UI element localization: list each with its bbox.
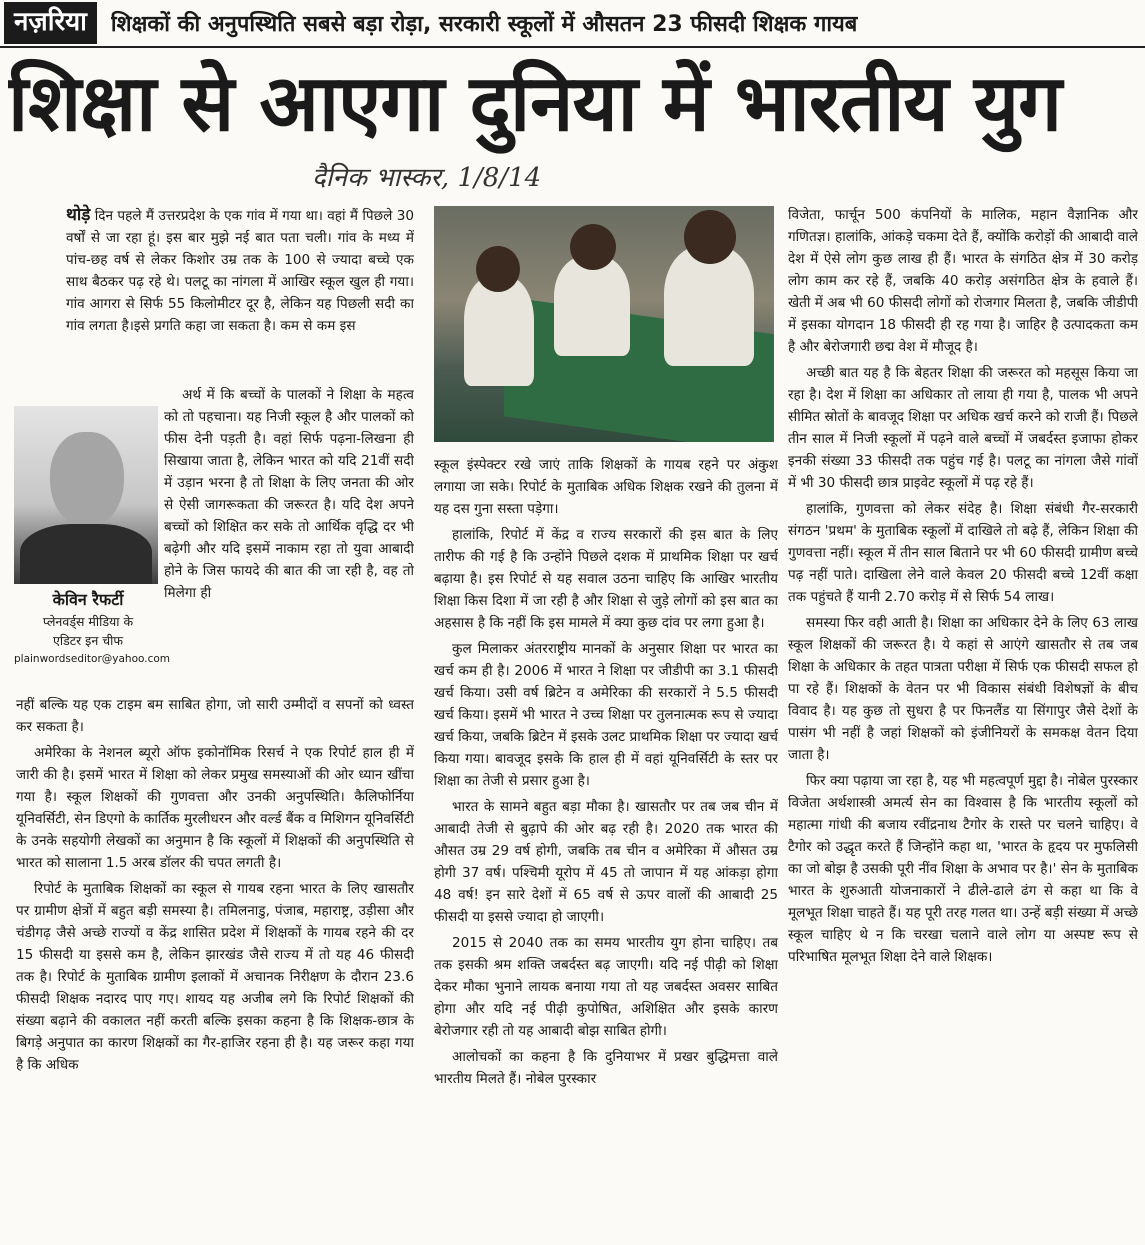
- paragraph: भारत के सामने बहुत बड़ा मौका है। खासतौर पर तब जब चीन में आबादी तेजी से बुढ़ापे की ओर बढ़ रही है। 2020 तक भारत की औसत उम्र 29 वर्ष होगी, जबकि तब चीन व अमेरिका में औसत उम्र होगी 37 वर्ष। पश्चिमी यूरोप में 45 तो जापान में यह आंकड़ा होगा 48 वर्ष! इन सारे देशों में 65 वर्ष से ऊपर वालों की आबादी 25 फीसदी या इससे ज्यादा हो जाएगी।: [434, 799, 778, 925]
- author-photo: [14, 406, 158, 584]
- column-2: [434, 454, 778, 1236]
- paragraph: समस्या फिर वही आती है। शिक्षा का अधिकार देने के लिए 63 लाख स्कूल शिक्षकों की जरूरत है। ये कहां से आएंगे खासतौर से तब जब शिक्षा के अधिकार के तहत पात्रता परीक्षा में सिर्फ एक फीसदी सफल हो पा रहे हैं। शिक्षकों के वेतन पर भी विकास संबंधी विशेषज्ञों के बीच विवाद है। यह कुछ तो सुधरा है पर फिनलैंड या सिंगापुर जैसे देशों के पासंग भी नहीं है जहां शिक्षकों को इंजीनियरों के समकक्ष वेतन दिया जाता है।: [788, 615, 1138, 763]
- author-suit: [20, 524, 152, 584]
- author-byline: [14, 588, 170, 668]
- paragraph: रिपोर्ट के मुताबिक शिक्षकों का स्कूल से गायब रहना भारत के लिए खासतौर पर ग्रामीण क्षेत्रों में बहुत बड़ी समस्या है। तमिलनाडु, पंजाब, महाराष्ट्र, उड़ीसा और चंडीगढ़ जैसे अच्छे राज्यों व केंद्र शासित प्रदेश में शिक्षकों के गायब रहने की दर 15 फीसदी या इससे कम है, लेकिन झारखंड जैसे राज्य में तो यह 46 फीसदी तक है। रिपोर्ट के मुताबिक ग्रामीण इलाकों में अचानक निरीक्षण के दौरान 23.6 फीसदी शिक्षक नदारद पाए गए। शायद यह अजीब लगे कि रिपोर्ट शिक्षकों की संख्या बढ़ाने की वकालत नहीं करती बल्कि इसका कहना है कि शिक्षक-छात्र के बिगड़े अनुपात का कारण शिक्षकों का गैर-हाजिर रहना ही है। यह जरूर कहा गया है कि अधिक: [16, 881, 414, 1073]
- child-figure: [664, 246, 754, 366]
- paragraph: अर्थ में कि बच्चों के पालकों ने शिक्षा के महत्व को तो पहचाना। यह निजी स्कूल है और पालकों को फीस देनी पड़ती है। वहां सिर्फ पढ़ना-लिखना ही सिखाया जाता है, लेकिन भारत को यदि 21वीं सदी में उड़ान भरना है तो शिक्षा के लिए जनता की ओर से ऐसी जागरूकता की जरूरत है। यदि देश अपने बच्चों को शिक्षित कर सके तो आर्थिक वृद्धि दर भी बढ़ेगी और यदि इसमें नाकाम रहा तो युवा आबादी होने के जिस फायदे की बात की जा रही है, वह तो मिलेगा ही: [164, 387, 414, 601]
- child-figure: [554, 256, 630, 356]
- author-face: [50, 432, 124, 528]
- column-1-intro: [66, 204, 414, 388]
- intro-text: दिन पहले मैं उत्तरप्रदेश के एक गांव में गया था। वहां मैं पिछले 30 वर्षों से जा रहा हूं। इस बार मुझे नई बात पता चली। गांव के मध्य में पांच-छह वर्ष से लेकर किशोर उम्र तक के 100 से ज्यादा बच्चे एक साथ बैठकर पढ़ रहे थे। पलटू का नांगला में आखिर स्कूल खुल ही गया। गांव आगरा से सिर्फ 55 किलोमीटर दूर है, लेकिन यह पिछली सदी का गांव लगता है।इसे प्रगति कहा जा सकता है। कम से कम इस: [66, 208, 414, 334]
- column-1-beside-photo: [164, 384, 414, 700]
- author-email: plainwordseditor@yahoo.com: [14, 653, 170, 665]
- handwritten-note: दैनिक भास्कर, 1/8/14: [312, 163, 542, 193]
- section-header: [0, 0, 1145, 48]
- paragraph: हालांकि, गुणवत्ता को लेकर संदेह है। शिक्षा संबंधी गैर-सरकारी संगठन 'प्रथम' के मुताबिक स्कूलों में दाखिले तो बढ़े हैं, लेकिन शिक्षा की गुणवत्ता नहीं। स्कूल में तीन साल बिताने पर भी 60 फीसदी ग्रामीण बच्चे पढ़ नहीं पाते। दाखिला लेने वाले केवल 20 फीसदी बच्चे 12वीं कक्षा तक पहुंचते हैं यानी 2.70 करोड़ में से सिर्फ 54 लाख।: [788, 501, 1138, 605]
- paragraph: फिर क्या पढ़ाया जा रहा है, यह भी महत्वपूर्ण मुद्दा है। नोबेल पुरस्कार विजेता अर्थशास्त्री अमर्त्य सेन का विश्वास है कि भारतीय स्कूलों को महात्मा गांधी की बजाय रवींद्रनाथ टैगोर के रास्ते पर चलने चाहिए। वे टैगोर को उद्धृत करते हैं जिन्होंने कहा था, 'भारत के हृदय पर मुफलिसी का जो बोझ है उसकी पूरी नींव शिक्षा के अभाव पर है।' सेन के मुताबिक भारत के शुरुआती योजनाकारों ने ढीले-ढाले ढंग से कहा था कि वे मूलभूत शिक्षा चाहते हैं। यह पूरी तरह गलत था। उन्हें बड़ी संख्या में अच्छे स्कूल चाहिए थे न कि चरखा चलाने वाले लोग या अस्पष्ट रूप से परिभाषित मूलभूत शिक्षा देने वाले शिक्षक।: [788, 773, 1138, 965]
- child-figure: [464, 276, 534, 386]
- section-brand: नज़रिया: [4, 2, 97, 44]
- author-role-2: एडिटर इन चीफ: [52, 633, 124, 648]
- paragraph: अच्छी बात यह है कि बेहतर शिक्षा की जरूरत को महसूस किया जा रहा है। देश में शिक्षा का अधिकार तो लाया ही गया है, पालक भी अपने सीमित स्रोतों के बावजूद शिक्षा पर अधिक खर्च करने को राजी हैं। पिछले तीन साल में निजी स्कूलों में पढ़ने वाले बच्चों में जबर्दस्त इजाफा होकर इनकी संख्या 33 फीसदी तक पहुंच गई है। पलटू का नांगला जैसे गांवों में भी 30 फीसदी छात्र प्राइवेट स्कूलों में पढ़ रहे हैं।: [788, 365, 1138, 491]
- paragraph: विजेता, फार्चून 500 कंपनियों के मालिक, महान वैज्ञानिक और गणितज्ञ। हालांकि, आंकड़े चकमा देते हैं, क्योंकि करोड़ों की आबादी वाले देश में ऐसे लोग कुछ लाख ही हैं। भारत के संगठित क्षेत्र में 30 करोड़ लोग काम कर रहे हैं, जबकि 40 करोड़ असंगठित क्षेत्र के हवाले हैं। खेती में अब भी 60 फीसदी लोगों को रोजगार मिलता है, जबकि जीडीपी में इसका योगदान 18 फीसदी ही रह गया है। जाहिर है उत्पादकता कम है और बेरोजगारी छद्म वेश में मौजूद है।: [788, 207, 1138, 355]
- child-head: [476, 246, 520, 292]
- paragraph: आलोचकों का कहना है कि दुनियाभर में प्रखर बुद्धिमत्ता वाले भारतीय मिलते हैं। नोबेल पुरस्कार: [434, 1049, 778, 1087]
- lead-word: थोड़े: [66, 205, 91, 225]
- author-name: केविन रैफर्टी: [52, 590, 124, 609]
- main-headline: शिक्षा से आएगा दुनिया में भारतीय युग: [8, 59, 1061, 149]
- sub-headline: शिक्षकों की अनुपस्थिति सबसे बड़ा रोड़ा, सरकारी स्कूलों में औसतन 23 फीसदी शिक्षक गायब: [110, 12, 858, 37]
- paragraph: स्कूल इंस्पेक्टर रखे जाएं ताकि शिक्षकों के गायब रहने पर अंकुश लगाया जा सके। रिपोर्ट के मुताबिक अधिक शिक्षक रखने की तुलना में यह दस गुना सस्ता पड़ेगा।: [434, 457, 778, 517]
- child-head: [684, 210, 736, 264]
- column-3: [788, 204, 1138, 1236]
- child-head: [570, 224, 616, 270]
- paragraph: कुल मिलाकर अंतरराष्ट्रीय मानकों के अनुसार शिक्षा पर भारत का खर्च कम ही है। 2006 में भारत ने शिक्षा पर जीडीपी का 3.1 फीसदी खर्च किया। उसी वर्ष ब्रिटेन व अमेरिका की सरकारों ने 5.5 फीसदी खर्च किया। इसमें भी भारत ने उच्च शिक्षा पर तुलनात्मक रूप से ज्यादा खर्च किया, जबकि ब्रिटेन में इसके उलट प्राथमिक शिक्षा पर ज्यादा खर्च किया गया। बावजूद इसके कि हाल ही में वहां यूनिवर्सिटी के स्तर पर शिक्षा का तेजी से प्रसार हुआ है।: [434, 641, 778, 789]
- paragraph: 2015 से 2040 तक का समय भारतीय युग होना चाहिए। तब तक इसकी श्रम शक्ति जबर्दस्त बढ़ जाएगी। यदि नई पीढ़ी को शिक्षा देकर मौका भुनाने लायक बनाया गया तो यह जबर्दस्त अवसर साबित होगा और यदि नई पीढ़ी कुपोषित, अशिक्षित और इसके कारण बेरोजगार रही तो यह आबादी बोझ साबित होगी।: [434, 935, 778, 1039]
- classroom-photo: [434, 206, 774, 442]
- paragraph: हालांकि, रिपोर्ट में केंद्र व राज्य सरकारों की इस बात के लिए तारीफ की गई है कि उन्होंने पिछले दशक में प्राथमिक शिक्षा पर खर्च बढ़ाया है। इस रिपोर्ट से यह सवाल उठना चाहिए कि आखिर भारतीय शिक्षा किस दिशा में जा रही है और शिक्षा से जुड़े लोगों को इस बात का अहसास है कि नहीं कि इस मामले में क्या कुछ दांव पर लगा हुआ है।: [434, 527, 778, 631]
- paragraph: अमेरिका के नेशनल ब्यूरो ऑफ इकोनॉमिक रिसर्च ने एक रिपोर्ट हाल ही में जारी की है। इसमें भारत में शिक्षा को लेकर प्रमुख समस्याओं की ओर ध्यान खींचा गया है। स्कूल शिक्षकों की गुणवत्ता और उनकी अनुपस्थिति। कैलिफोर्निया यूनिवर्सिटी, सेन डिएगो के कार्तिक मुरलीधरन और वर्ल्ड बैंक व मिशिगन यूनिवर्सिटी के उनके सहयोगी लेखकों का अनुमान है कि स्कूलों में शिक्षकों की अनुपस्थिति से भारत को सालाना 1.5 अरब डॉलर की चपत लगती है।: [16, 745, 414, 871]
- author-role-1: प्लेनवर्ड्स मीडिया के: [42, 614, 134, 629]
- paragraph: नहीं बल्कि यह एक टाइम बम साबित होगा, जो सारी उम्मीदों व सपनों को ध्वस्त कर सकता है।: [16, 697, 414, 735]
- column-1-main: [16, 694, 414, 1236]
